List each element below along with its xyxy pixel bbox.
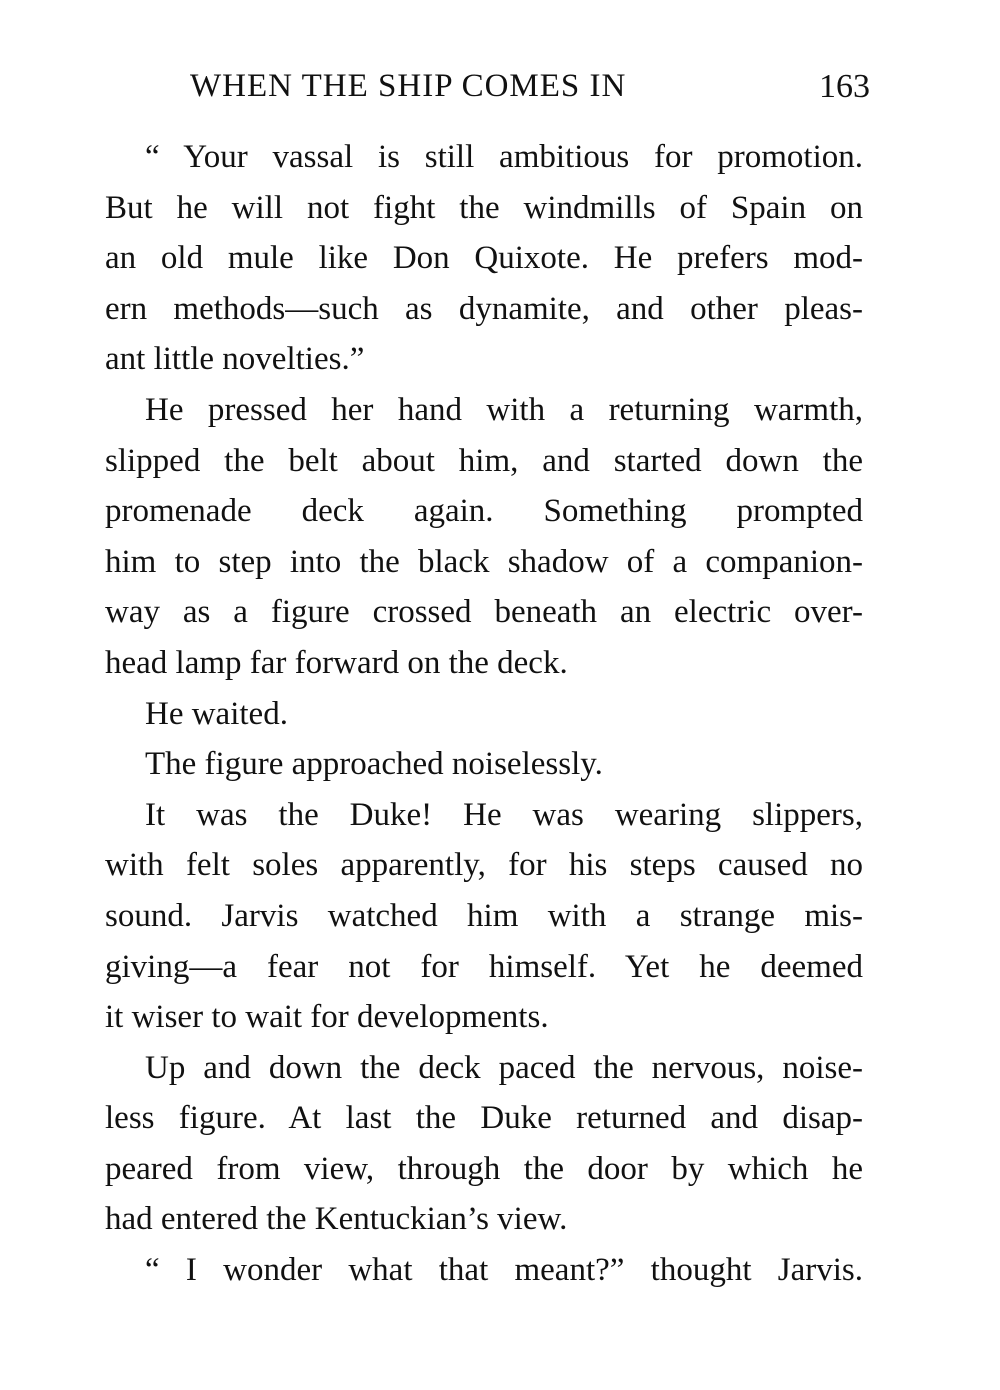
text-line: less figure. At last the Duke returned and disap- xyxy=(105,1100,863,1137)
text-line: ant little novelties.” xyxy=(105,341,365,378)
text-line: Up and down the deck paced the nervous, noise- xyxy=(145,1049,863,1086)
text-line: He pressed her hand with a returning warmth, xyxy=(145,391,863,428)
text-line: way as a figure crossed beneath an electric over- xyxy=(105,594,863,631)
text-line: But he will not fight the windmills of Spain on xyxy=(105,189,863,226)
text-line: with felt soles apparently, for his steps caused no xyxy=(105,847,863,884)
text-line: head lamp far forward on the deck. xyxy=(105,644,568,681)
text-line: promenade deck again. Something prompted xyxy=(105,493,863,530)
text-line: sound. Jarvis watched him with a strange mis- xyxy=(105,897,863,934)
text-line: had entered the Kentuckian’s view. xyxy=(105,1201,568,1238)
body-text xyxy=(105,132,863,1296)
running-head xyxy=(190,68,870,112)
text-line: The figure approached noiselessly. xyxy=(145,746,603,783)
text-line: it wiser to wait for developments. xyxy=(105,999,549,1036)
text-line: an old mule like Don Quixote. He prefers mod- xyxy=(105,240,863,277)
text-line: him to step into the black shadow of a companion- xyxy=(105,543,863,580)
text-line: ern methods—such as dynamite, and other pleas- xyxy=(105,290,863,327)
text-line: He waited. xyxy=(145,695,288,732)
running-title: WHEN THE SHIP COMES IN xyxy=(190,68,627,104)
text-line: It was the Duke! He was wearing slippers, xyxy=(145,796,863,833)
text-line: giving—a fear not for himself. Yet he deemed xyxy=(105,948,863,985)
text-line: “ I wonder what that meant?” thought Jarvis. xyxy=(145,1252,863,1289)
text-line: peared from view, through the door by which he xyxy=(105,1150,863,1187)
page-number: 163 xyxy=(819,68,870,105)
text-line: slipped the belt about him, and started down the xyxy=(105,442,863,479)
text-line: “ Your vassal is still ambitious for promotion. xyxy=(145,139,863,175)
